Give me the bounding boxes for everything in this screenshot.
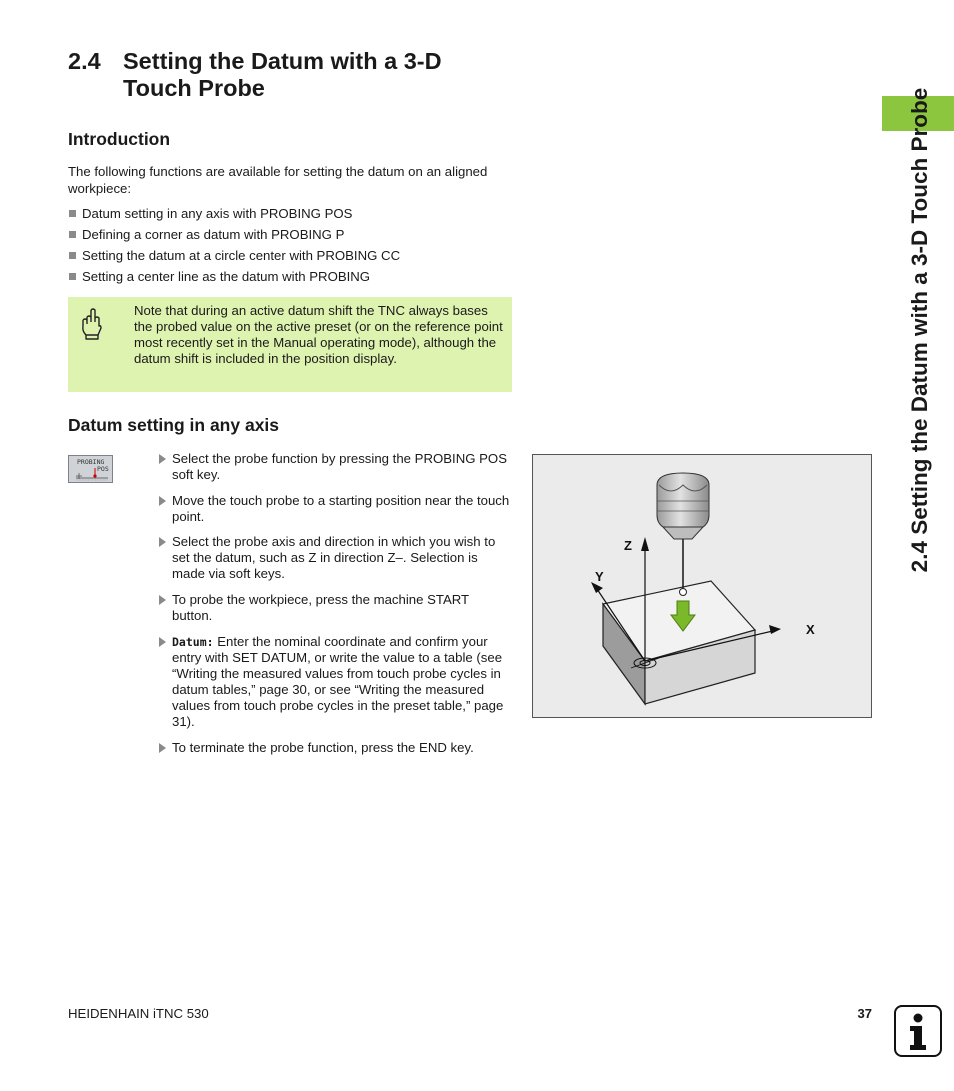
list-item: Setting a center line as the datum with PROBING — [68, 269, 508, 290]
step-item: Select the probe function by pressing the PROBING POS soft key. — [158, 451, 512, 483]
probe-softkey-icon — [74, 468, 110, 482]
function-list — [68, 206, 508, 290]
note-box — [68, 297, 512, 392]
introduction-heading: Introduction — [68, 129, 171, 149]
step-arrow-icon — [159, 595, 166, 605]
softkey-label-line-2: POS — [97, 465, 109, 473]
list-item: Setting the datum at a circle center with PROBING CC — [68, 248, 508, 269]
z-axis-arrow — [641, 537, 649, 551]
intro-paragraph: The following functions are available for setting the datum on an aligned workpiece: — [68, 164, 488, 196]
datum-axis-heading: Datum setting in any axis — [68, 415, 280, 435]
page-number: 37 — [857, 1006, 872, 1021]
side-title-text: 2.4 Setting the Datum with a 3-D Touch Probe — [907, 87, 932, 573]
note-text: Note that during an active datum shift the TNC always bases the probed value on the active preset (or on the reference point most recently set in the Manual operating mode), although the datum shift is included in the position display. — [134, 303, 503, 366]
bullet-square-icon — [69, 273, 76, 280]
list-item: Defining a corner as datum with PROBING P — [68, 227, 508, 248]
pointing-hand-icon — [78, 307, 104, 341]
section-number: 2.4 — [68, 48, 101, 74]
step-arrow-icon — [159, 454, 166, 464]
datum-prompt: Datum: — [172, 635, 214, 649]
x-axis-arrow — [769, 625, 781, 634]
step-item: To probe the workpiece, press the machine START button. — [158, 592, 512, 624]
page-title — [68, 48, 508, 102]
step-arrow-icon — [159, 743, 166, 753]
title-line-1: Setting the Datum with a 3-D — [123, 48, 442, 74]
y-axis-label: Y — [595, 569, 604, 584]
title-line-2: Touch Probe — [123, 75, 265, 101]
bullet-square-icon — [69, 231, 76, 238]
info-icon[interactable] — [894, 1005, 942, 1057]
x-axis-label: X — [806, 622, 815, 637]
probe-illustration — [532, 454, 872, 718]
side-title — [899, 0, 941, 1091]
z-axis-label: Z — [624, 538, 632, 553]
step-arrow-icon — [159, 496, 166, 506]
step-item: Select the probe axis and direction in which you wish to set the datum, such as Z in direction Z–. Selection is made via soft keys. — [158, 534, 512, 582]
step-arrow-icon — [159, 537, 166, 547]
procedure-steps — [158, 451, 512, 761]
footer-product: HEIDENHAIN iTNC 530 — [68, 1006, 209, 1021]
probe-diagram — [533, 455, 871, 717]
bullet-square-icon — [69, 252, 76, 259]
step-item: Datum: Enter the nominal coordinate and confirm your entry with SET DATUM, or write the value to a table (see “Writing the measured values from touch probe cycles in datum tables,” page 30, or see “Writing the measured values from touch probe cycles in the preset table,” page 31). — [158, 634, 512, 730]
list-item: Datum setting in any axis with PROBING POS — [68, 206, 508, 227]
bullet-square-icon — [69, 210, 76, 217]
probing-pos-softkey[interactable] — [68, 455, 113, 483]
step-item: To terminate the probe function, press the END key. — [158, 740, 512, 756]
softkey-label-line-1: PROBING — [77, 458, 105, 466]
step-arrow-icon — [159, 637, 166, 647]
step-item: Move the touch probe to a starting position near the touch point. — [158, 493, 512, 525]
touch-probe — [657, 473, 709, 596]
